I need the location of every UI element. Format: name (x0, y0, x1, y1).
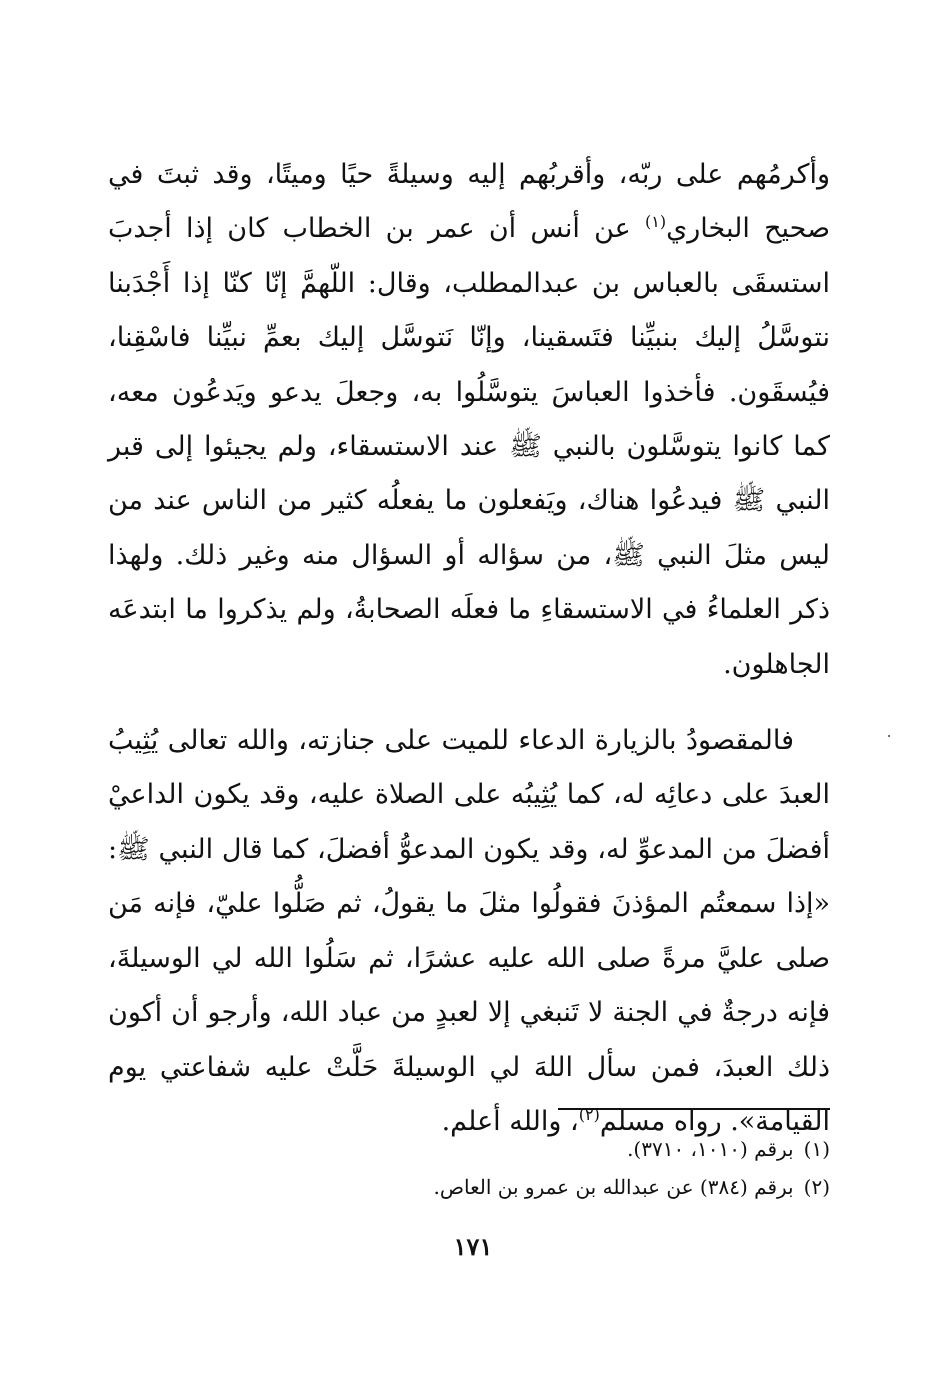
footnote-1-text: برقم (١٠١٠، ٣٧١٠). (627, 1137, 794, 1161)
paragraph-1 (108, 148, 830, 692)
page-number: ١٧١ (453, 1232, 493, 1261)
footnote-ref-2: (٢) (578, 1104, 600, 1124)
body-text (108, 148, 830, 1149)
paragraph-2 (108, 714, 830, 1149)
footnote-1-number: (١) (803, 1137, 830, 1161)
footnotes (108, 1130, 830, 1206)
footnote-2-number: (٢) (803, 1175, 830, 1199)
footnote-divider (558, 1108, 830, 1110)
footnote-2-text: برقم (٣٨٤) عن عبدالله بن عمرو بن العاص. (433, 1175, 794, 1199)
footnote-1 (108, 1130, 830, 1168)
paragraph-1-part-1: وأكرمُهم على ربّه، وأقربُهم إليه وسيلةً حيًا وميتًا، وقد ثبتَ في صحيح البخاري (108, 159, 831, 245)
footnote-ref-1: (١) (645, 212, 667, 232)
paragraph-1-part-2: عن أنس أن عمر بن الخطاب كان إذا أجدبَ استسقَى بالعباس بن عبدالمطلب، وقال: اللّهمَّ إنّا كنّا إذا أَجْدَبنا نتوسَّلُ إليك بنبيِّنا فتَسقينا، وإنّا نَتوسَّل إليك بعمِّ نبيِّنا فاسْقِنا، فيُسقَون. فأخذوا العباسَ يتوسَّلُوا به، وجعلَ يدعو ويَدعُون معه، كما كانوا يتوسَّلون بالنبي ﷺ عند الاستسقاء، ولم يجيئوا إلى قبر النبي ﷺ فيدعُوا هناك، ويَفعلون ما يفعلُه كثير من الناس عند من ليس مثلَ النبي ﷺ، من سؤاله أو السؤال منه وغير ذلك. ولهذا ذكر العلماءُ في الاستسقاءِ ما فعلَه الصحابةُ، ولم يذكروا ما ابتدعَه الجاهلون. (108, 213, 830, 680)
paragraph-2-part-1: فالمقصودُ بالزيارة الدعاء للميت على جنازته، والله تعالى يُثِيبُ العبدَ على دعائِه له، كما يُثِيبُه على الصلاة عليه، وقد يكون الداعيْ أفضلَ من المدعوِّ له، وقد يكون المدعوُّ أفضلَ، كما قال النبي ﷺ: «إذا سمعتُم المؤذنَ فقولُوا مثلَ ما يقولُ، ثم صَلُّوا عليّ، فإنه مَن صلى عليَّ مرةً صلى الله عليه عشرًا، ثم سَلُوا الله لي الوسيلةَ، فإنه درجةٌ في الجنة لا تَنبغي إلا لعبدٍ من عباد الله، وأرجو أن أكون ذلك العبدَ، فمن سأل اللهَ لي الوسيلةَ حَلَّتْ عليه شفاعتي يوم القيامة». رواه مسلم (108, 725, 830, 1137)
scan-speck (888, 735, 890, 737)
footnote-2 (108, 1168, 830, 1206)
paragraph-2-part-2: ، والله أعلم. (441, 1105, 579, 1137)
